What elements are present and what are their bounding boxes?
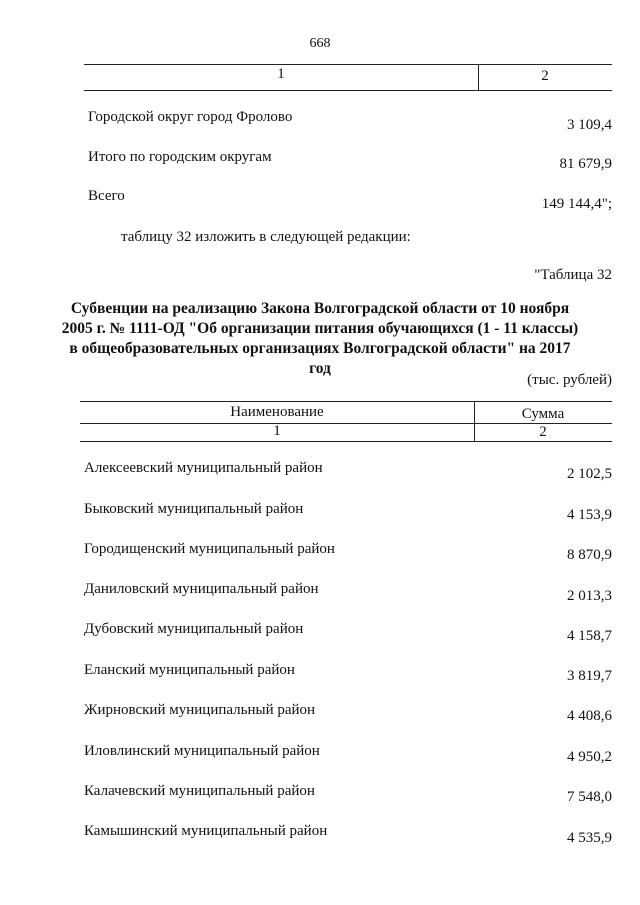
prev-table-row-value: 149 144,4"; bbox=[541, 196, 612, 212]
prev-table-col1-number: 1 bbox=[277, 66, 285, 82]
prev-table-row-value: 3 109,4 bbox=[567, 117, 612, 133]
header-sum-column: Сумма bbox=[521, 406, 565, 422]
table-row-value: 3 819,7 bbox=[567, 668, 612, 684]
table-row-name: Городищенский муниципальный район bbox=[84, 541, 335, 557]
table-row-name: Калачевский муниципальный район bbox=[84, 783, 315, 799]
table-row-value: 4 153,9 bbox=[567, 507, 612, 523]
table-row-value: 7 548,0 bbox=[567, 789, 612, 805]
table-title: Субвенции на реализацию Закона Волгоградской области от 10 ноября 2005 г. № 1111-ОД "Об организации питания обучающихся (1 - 11 классы) в общеобразовательных организациях Волгоградской области" на 2017 год bbox=[61, 300, 579, 377]
table-row-value: 4 950,2 bbox=[567, 749, 612, 765]
table-row-name: Алексеевский муниципальный район bbox=[84, 460, 323, 476]
table-row-value: 8 870,9 bbox=[567, 547, 612, 563]
prev-table-top-rule bbox=[84, 64, 612, 65]
prev-table-row-value: 81 679,9 bbox=[559, 156, 612, 172]
table-row-value: 4 158,7 bbox=[567, 628, 612, 644]
table-label: "Таблица 32 bbox=[534, 267, 612, 283]
table-row-name: Быковский муниципальный район bbox=[84, 501, 304, 517]
prev-table-row-name: Всего bbox=[88, 188, 125, 204]
page-number: 668 bbox=[309, 36, 331, 51]
instruction-text: таблицу 32 изложить в следующей редакции: bbox=[121, 229, 411, 245]
header-col1-number: 1 bbox=[273, 423, 281, 439]
header-name-column: Наименование bbox=[230, 404, 324, 420]
table-row-value: 4 408,6 bbox=[567, 708, 612, 724]
header-col2-number: 2 bbox=[539, 424, 547, 440]
table-row-value: 4 535,9 bbox=[567, 830, 612, 846]
table-row-name: Жирновский муниципальный район bbox=[84, 702, 316, 718]
units-label: (тыс. рублей) bbox=[527, 372, 612, 388]
table-header-bottom-rule bbox=[80, 441, 612, 442]
prev-table-col2-number: 2 bbox=[541, 68, 549, 84]
table-row-value: 2 013,3 bbox=[567, 588, 612, 604]
table-row-name: Иловлинский муниципальный район bbox=[84, 743, 320, 759]
table-row-name: Еланский муниципальный район bbox=[84, 662, 295, 678]
table-row-name: Камышинский муниципальный район bbox=[84, 823, 328, 839]
table-row-name: Даниловский муниципальный район bbox=[84, 581, 319, 597]
prev-table-row-name: Городской округ город Фролово bbox=[88, 109, 293, 125]
table-row-value: 2 102,5 bbox=[567, 466, 612, 482]
prev-table-row-name: Итого по городским округам bbox=[88, 149, 272, 165]
prev-table-header-rule bbox=[84, 90, 612, 91]
table-row-name: Дубовский муниципальный район bbox=[84, 621, 304, 637]
table-top-rule bbox=[80, 401, 612, 402]
